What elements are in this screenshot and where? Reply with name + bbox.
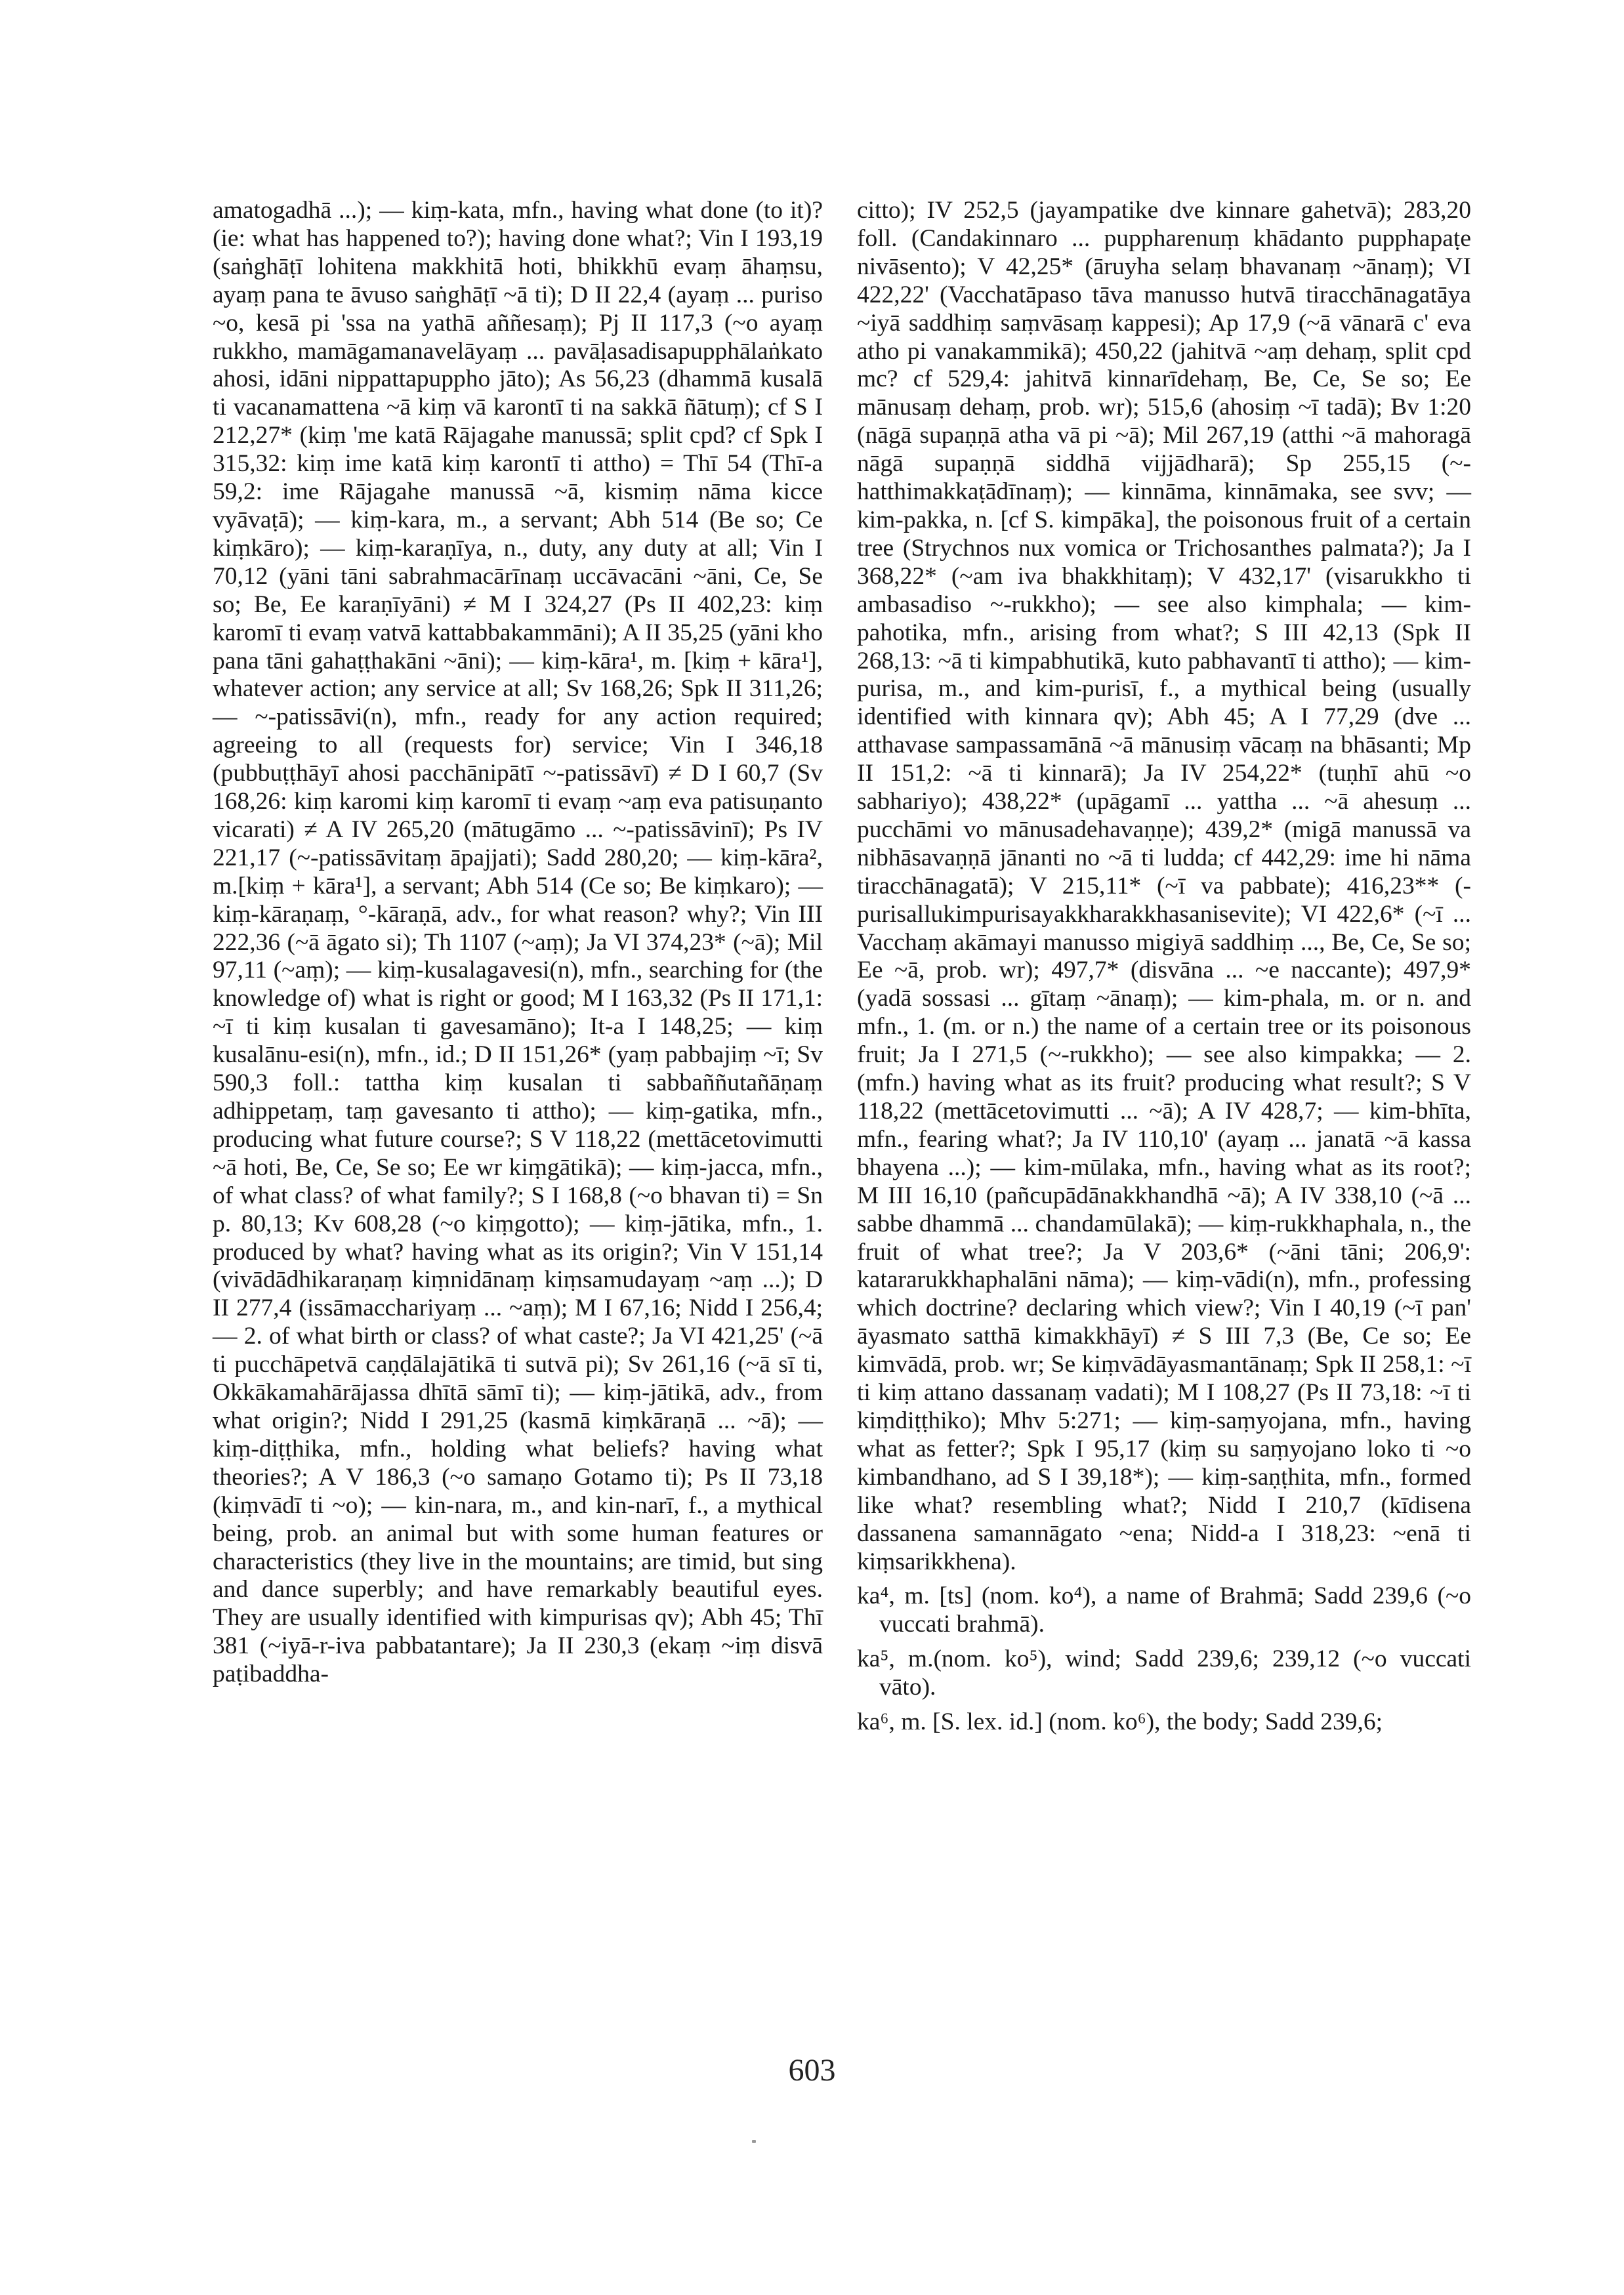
dictionary-entry-ka4: ka⁴, m. [ts] (nom. ko⁴), a name of Brahmā; Sadd 239,6 (~o vuccati brahmā). [857, 1582, 1471, 1638]
right-column [857, 197, 1471, 1737]
page-number: 603 [788, 2053, 836, 2088]
dictionary-entry-ka5: ka⁵, m.(nom. ko⁵), wind; Sadd 239,6; 239,12 (~o vuccati vāto). [857, 1645, 1471, 1701]
scan-artifact-dot [752, 2140, 756, 2143]
left-column-text: amatogadhā ...); — kiṃ-kata, mfn., having what done (to it)? (ie: what has happened to?); having done what?; Vin I 193,19 (saṅghāṭī lohitena makkhitā hoti, bhikkhū evaṃ āhaṃsu, ayaṃ pana te āvuso saṅghāṭī ~ā ti); D II 22,4 (ayaṃ ... puriso ~o, kesā pi 'ssa na yathā aññesaṃ); Pj II 117,3 (~o ayaṃ rukkho, mamāgamanavelāyaṃ ... pavāḷasadisapupphālaṅkato ahosi, idāni nippattapuppho jāto); As 56,23 (dhammā kusalā ti vacanamattena ~ā kiṃ vā karontī ti na sakkā ñātuṃ); cf S I 212,27* (kiṃ 'me katā Rājagahe manussā; split cpd? cf Spk I 315,32: kiṃ ime katā kiṃ karontī ti attho) = Thī 54 (Thī-a 59,2: ime Rājagahe manussā ~ā, kismiṃ nāma kicce vyāvaṭā); — kiṃ-kara, m., a servant; Abh 514 (Be so; Ce kiṃkāro); — kiṃ-karaṇīya, n., duty, any duty at all; Vin I 70,12 (yāni tāni sabrahmacārīnaṃ uccāvacāni ~āni, Ce, Se so; Be, Ee karaṇīyāni) ≠ M I 324,27 (Ps II 402,23: kiṃ karomī ti evaṃ vatvā kattabbakammāni); A II 35,25 (yāni kho pana tāni gahaṭṭhakāni ~āni); — kiṃ-kāra¹, m. [kiṃ + kāra¹], whatever action; any service at all; Sv 168,26; Spk II 311,26; — ~-patissāvi(n), mfn., ready for any action required; agreeing to all (requests for) service; Vin I 346,18 (pubbuṭṭhāyī ahosi pacchānipātī ~-patissāvī) ≠ D I 60,7 (Sv 168,26: kiṃ karomi kiṃ karomī ti evaṃ ~aṃ eva patisuṇanto vicarati) ≠ A IV 265,20 (mātugāmo ... ~-patissāvinī); Ps IV 221,17 (~-patissāvitaṃ āpajjati); Sadd 280,20; — kiṃ-kāra², m.[kiṃ + kāra¹], a servant; Abh 514 (Ce so; Be kiṃkaro); — kiṃ-kāraṇaṃ, °-kāraṇā, adv., for what reason? why?; Vin III 222,36 (~ā āgato si); Th 1107 (~aṃ); Ja VI 374,23* (~ā); Mil 97,11 (~aṃ); — kiṃ-kusalagavesi(n), mfn., searching for (the knowledge of) what is right or good; M I 163,32 (Ps II 171,1: ~ī ti kiṃ kusalan ti gavesamāno); It-a I 148,25; — kiṃ kusalānu-esi(n), mfn., id.; D II 151,26* (yaṃ pabbajiṃ ~ī; Sv 590,3 foll.: tattha kiṃ kusalan ti sabbaññutañāṇaṃ adhippetaṃ, taṃ gavesanto ti attho); — kiṃ-gatika, mfn., producing what future course?; S V 118,22 (mettācetovimutti ~ā hoti, Be, Ce, Se so; Ee wr kiṃgātikā); — kiṃ-jacca, mfn., of what class? of what family?; S I 168,8 (~o bhavan ti) = Sn p. 80,13; Kv 608,28 (~o kiṃgotto); — kiṃ-jātika, mfn., 1. produced by what? having what as its origin?; Vin V 151,14 (vivādādhikaraṇaṃ kiṃnidānaṃ kiṃsamudayaṃ ~aṃ ...); D II 277,4 (issāmacchariyaṃ ... ~aṃ); M I 67,16; Nidd I 256,4; — 2. of what birth or class? of what caste?; Ja VI 421,25' (~ā ti pucchāpetvā caṇḍālajātikā ti sutvā pi); Sv 261,16 (~ā sī ti, Okkākamahārājassa dhītā sāmī ti); — kiṃ-jātikā, adv., from what origin?; Nidd I 291,25 (kasmā kiṃkāraṇā ... ~ā); — kiṃ-diṭṭhika, mfn., holding what beliefs? having what theories?; A V 186,3 (~o samaṇo Gotamo ti); Ps II 73,18 (kiṃvādī ti ~o); — kin-nara, m., and kin-narī, f., a mythical being, prob. an animal but with some human features or characteristics (they live in the mountains; are timid, but sing and dance superbly; and have remarkably beautiful eyes. They are usually identified with kimpurisas qv); Abh 45; Thī 381 (~iyā-r-iva pabbatantare); Ja II 230,3 (ekaṃ ~iṃ disvā paṭibaddha- [213, 197, 823, 1688]
dictionary-entry-ka6: ka⁶, m. [S. lex. id.] (nom. ko⁶), the body; Sadd 239,6; [857, 1708, 1383, 1736]
right-column-text: citto); IV 252,5 (jayampatike dve kinnare gahetvā); 283,20 foll. (Candakinnaro ... puppharenuṃ khādanto pupphapaṭe nivāsento); V 42,25* (āruyha selaṃ bhavanaṃ ~ānaṃ); VI 422,22' (Vacchatāpaso tāva manusso hutvā tiracchānagatāya ~iyā saddhiṃ saṃvāsaṃ kappesi); Ap 17,9 (~ā vānarā c' eva atho pi vanakammikā); 450,22 (jahitvā ~aṃ dehaṃ, split cpd mc? cf 529,4: jahitvā kinnarīdehaṃ, Be, Ce, Se so; Ee mānusaṃ dehaṃ, prob. wr); 515,6 (ahosiṃ ~ī tadā); Bv 1:20 (nāgā supaṇṇā atha vā pi ~ā); Mil 267,19 (atthi ~ā mahoragā nāgā supaṇṇā siddhā vijjādharā); Sp 255,15 (~-hatthimakkaṭādīnaṃ); — kinnāma, kinnāmaka, see svv; — kim-pakka, n. [cf S. kimpāka], the poisonous fruit of a certain tree (Strychnos nux vomica or Trichosanthes palmata?); Ja I 368,22* (~am iva bhakkhitaṃ); V 432,17' (visarukkho ti ambasadiso ~-rukkho); — see also kimphala; — kim-pahotika, mfn., arising from what?; S III 42,13 (Spk II 268,13: ~ā ti kimpabhutikā, kuto pabhavantī ti attho); — kim-purisa, m., and kim-purisī, f., a mythical being (usually identified with kinnara qv); Abh 45; A I 77,29 (dve ... atthavase sampassamānā ~ā mānusiṃ vācaṃ na bhāsanti; Mp II 151,2: ~ā ti kinnarā); Ja IV 254,22* (tuṇhī ahū ~o sabhariyo); 438,22* (upāgamī ... yattha ... ~ā ahesuṃ ... pucchāmi vo mānusadehavaṇṇe); 439,2* (migā manussā va nibhāsavaṇṇā jānanti no ~ā ti ludda; cf 442,29: ime hi nāma tiracchānagatā); V 215,11* (~ī va pabbate); 416,23** (-purisallukimpurisayakkharakkhasanisevite); VI 422,6* (~ī ... Vacchaṃ akāmayi manusso migiyā saddhiṃ ..., Be, Ce, Se so; Ee ~ā, prob. wr); 497,7* (disvāna ... ~e naccante); 497,9* (yadā sossasi ... gītaṃ ~ānaṃ); — kim-phala, m. or n. and mfn., 1. (m. or n.) the name of a certain tree or its poisonous fruit; Ja I 271,5 (~-rukkho); — see also kimpakka; — 2. (mfn.) having what as its fruit? producing what result?; S V 118,22 (mettācetovimutti ... ~ā); A IV 428,7; — kim-bhīta, mfn., fearing what?; Ja IV 110,10' (ayaṃ ... janatā ~ā kassa bhayena ...); — kim-mūlaka, mfn., having what as its root?; M III 16,10 (pañcupādānakkhandhā ~ā); A IV 338,10 (~ā ... sabbe dhammā ... chandamūlakā); — kiṃ-rukkhaphala, n., the fruit of what tree?; Ja V 203,6* (~āni tāni; 206,9': katararukkhaphalāni nāma); — kiṃ-vādi(n), mfn., professing which doctrine? declaring which view?; Vin I 40,19 (~ī pan' āyasmato satthā kimakkhāyī) ≠ S III 7,3 (Be, Ce so; Ee kimvādā, prob. wr; Se kiṃvādāyasmantānaṃ; Spk II 258,1: ~ī ti kiṃ attano dassanaṃ vadati); M I 108,27 (Ps II 73,18: ~ī ti kiṃdiṭṭhiko); Mhv 5:271; — kiṃ-saṃyojana, mfn., having what as fetter?; Spk I 95,17 (kiṃ su saṃyojano loko ti ~o kimbandhano, ad S I 39,18*); — kiṃ-saṇṭhita, mfn., formed like what? resembling what?; Nidd I 210,7 (kīdisena dassanena samannāgato ~ena; Nidd-a I 318,23: ~enā ti kiṃsarikkhena). [857, 197, 1471, 1575]
left-column [213, 197, 823, 1689]
